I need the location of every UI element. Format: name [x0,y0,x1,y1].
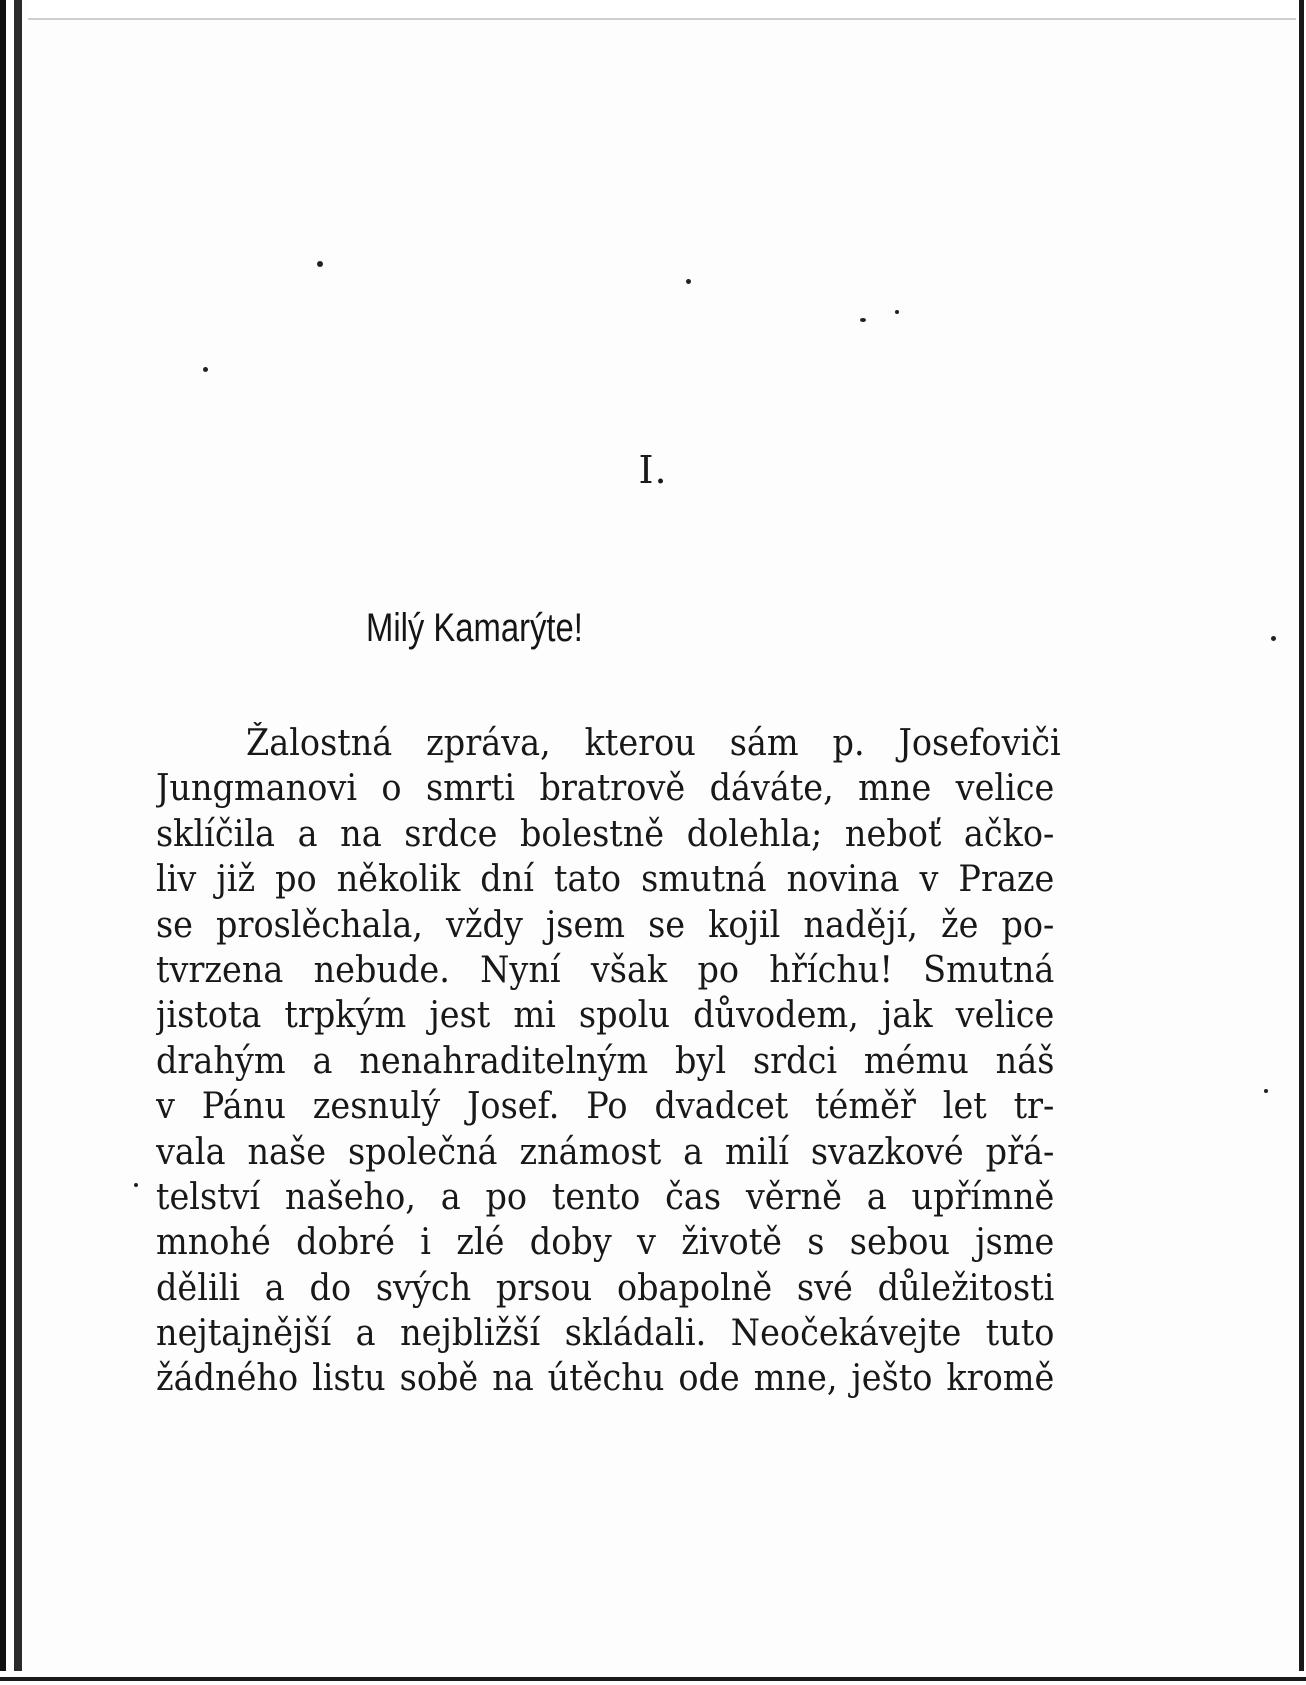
scan-edge-top [28,0,1296,22]
scan-speck [686,279,691,284]
text-line: drahým a nenahraditelným byl srdci mému náš [156,1040,1055,1082]
scan-speck [317,261,323,267]
text-line: liv již po několik dní tato smutná novina v Praze [156,859,1055,901]
text-line: jistota trpkým jest mi spolu důvodem, jak velice [156,995,1055,1037]
text-line: dělili a do svých prsou obapolně své důležitosti [156,1267,1055,1309]
text-line: Jungmanovi o smrti bratrově dáváte, mne velice [156,768,1055,810]
scan-edge-bottom [0,1671,1306,1685]
chapter-number: I. [638,448,668,492]
scan-edge-right [1296,0,1306,1685]
text-line: v Pánu zesnulý Josef. Po dvadcet téměř let tr- [156,1086,1055,1128]
text-line: mnohé dobré i zlé doby v životě s sebou jsme [156,1222,1055,1264]
letter-body [156,721,1122,1402]
letter-salutation: Milý Kamarýte! [366,606,583,650]
text-line: vala naše společná známost a milí svazkové přá- [156,1131,1055,1173]
text-line: telství našeho, a po tento čas věrně a upřímně [156,1176,1055,1218]
scan-speck [134,1183,138,1187]
text-line: sklíčila a na srdce bolestně dolehla; neboť ačko- [156,813,1055,855]
text-line: žádného listu sobě na útěchu ode mne, ješto kromě [156,1358,1055,1400]
text-line: nejtajnější a nejbližší skládali. Neočekávejte tuto [156,1313,1055,1355]
scan-speck [1264,1089,1268,1093]
scan-edge-left [0,0,28,1685]
scan-speck [860,318,866,322]
scan-speck [1271,636,1276,641]
scan-speck [203,367,208,372]
text-line: Žalostná zpráva, kterou sám p. Josefoviči [246,723,1061,764]
scan-speck [895,310,899,314]
text-line: se proslěchala, vždy jsem se kojil nadějí, že po- [156,904,1055,946]
text-line: tvrzena nebude. Nyní však po hříchu! Smutná [156,949,1055,991]
